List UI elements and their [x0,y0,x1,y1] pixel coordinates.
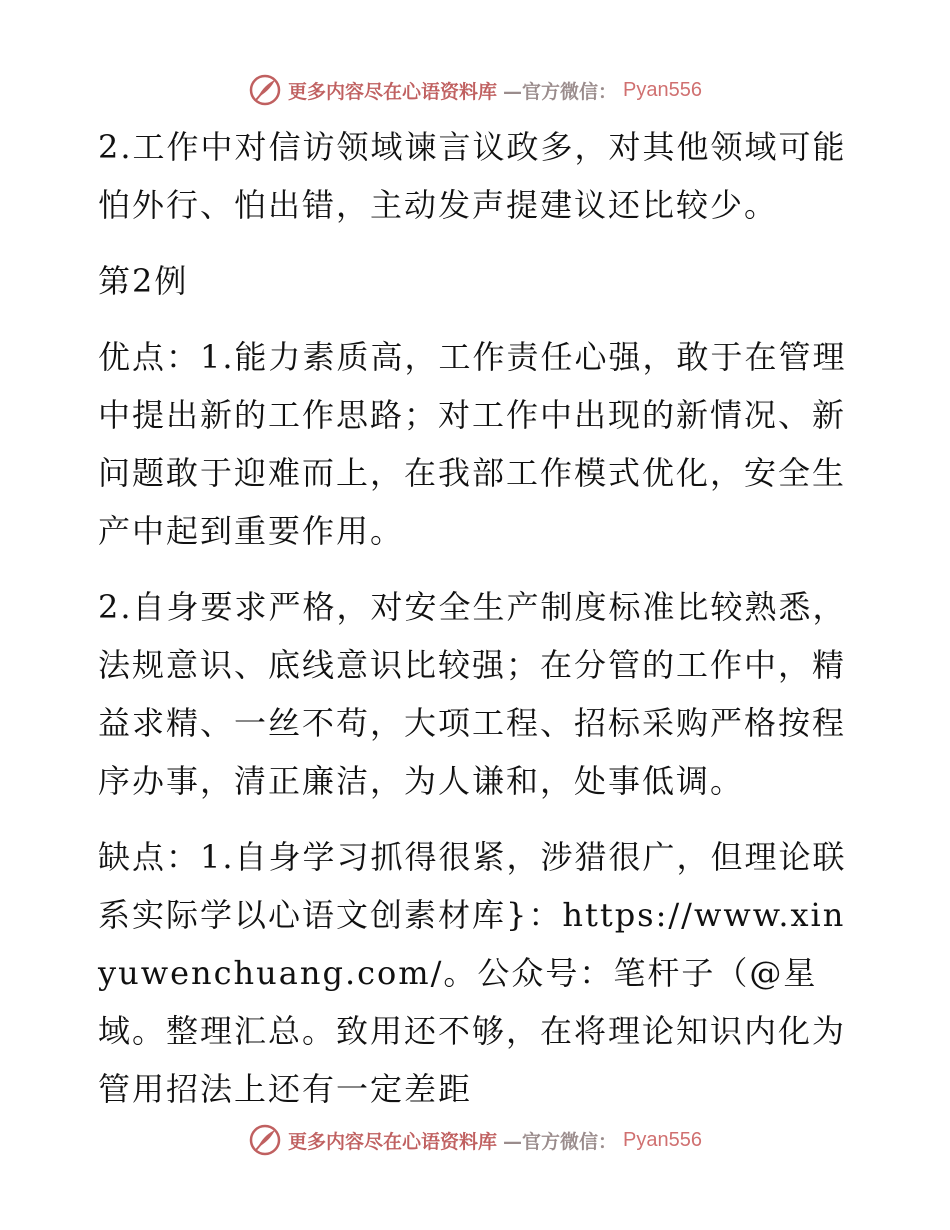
paragraph-4: 2.自身要求严格，对安全生产制度标准比较熟悉，法规意识、底线意识比较强；在分管的工作中，精益求精、一丝不苟，大项工程、招标采购严格按程序办事，清正廉洁，为人谦和，处事低调。 [98,588,847,800]
banner-official-label: —官方微信： [503,80,618,103]
banner-text: 更多内容尽在心语资料库 [288,1130,498,1153]
paragraph-2-heading: 第2例 [98,262,189,300]
paragraph-1: 2.工作中对信访领域谏言议政多，对其他领域可能怕外行、怕出错，主动发声提建议还比较少。 [98,128,847,224]
paragraph-5: 缺点：1.自身学习抓得很紧，涉猎很广，但理论联系实际学以心语文创素材库}：https://www.xinyuwenchuang.com/。公众号：笔杆子（@星域。整理汇总。致用还不够，在将理论知识内化为管用招法上还有一定差距 [98,838,847,1108]
footer-watermark-banner [0,1120,950,1160]
header-watermark-banner [0,70,950,110]
feather-logo-icon [248,73,282,107]
banner-wechat-id: Pyan556 [623,1128,702,1151]
paragraph-3: 优点：1.能力素质高，工作责任心强，敢于在管理中提出新的工作思路；对工作中出现的新情况、新问题敢于迎难而上，在我部工作模式优化，安全生产中起到重要作用。 [98,338,847,550]
banner-wechat-id: Pyan556 [623,78,702,101]
feather-logo-icon [248,1123,282,1157]
document-body [98,118,858,1118]
banner-text: 更多内容尽在心语资料库 [288,80,498,103]
banner-official-label: —官方微信： [503,1130,618,1153]
